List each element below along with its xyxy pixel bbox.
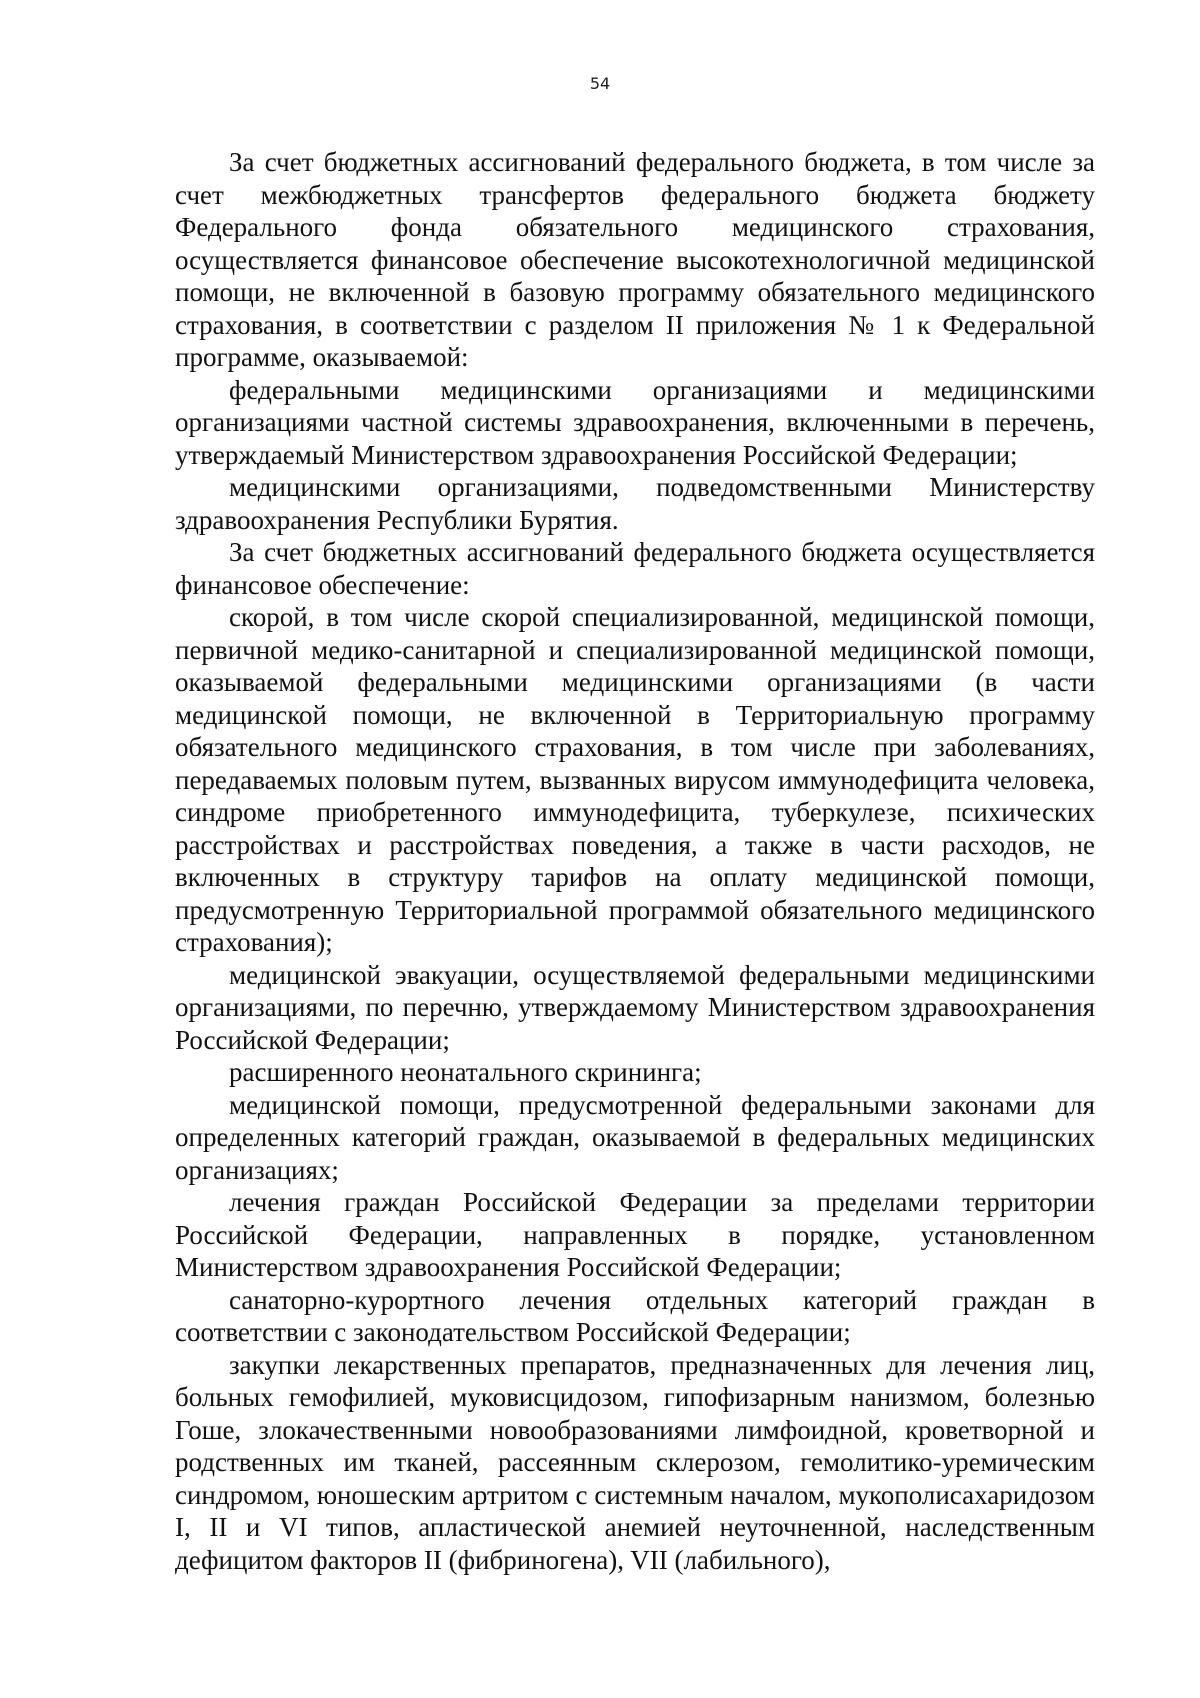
paragraph-federal-laws-care: медицинской помощи, предусмотренной федеральными законами для определенных категорий граждан, оказываемой в федеральных медицинских организациях; xyxy=(175,1089,1095,1185)
paragraph-buryatia-organizations: медицинскими организациями, подведомственными Министерству здравоохранения Республики Бурятия. xyxy=(175,472,1095,535)
paragraph-federal-organizations: федеральными медицинскими организациями и медицинскими организациями частной системы здравоохранения, включенными в перечень, утверждаемый Министерством здравоохранения Российской Федерации; xyxy=(175,374,1095,470)
document-body xyxy=(175,146,1095,1576)
paragraph-emergency-care: скорой, в том числе скорой специализированной, медицинской помощи, первичной медико-санитарной и специализированной медицинской помощи, оказываемой федеральными медицинскими организациями (в части медицинской помощи, не включенной в Территориальную программу обязательного медицинского страхования, в том числе при заболеваниях, передаваемых половым путем, вызванных вирусом иммунодефицита человека, синдроме приобретенного иммунодефицита, туберкулезе, психических расстройствах и расстройствах поведения, а также в части расходов, не включенных в структуру тарифов на оплату медицинской помощи, предусмотренную Территориальной программой обязательного медицинского страхования); xyxy=(175,602,1095,957)
paragraph-hmp-funding-intro: За счет бюджетных ассигнований федерального бюджета, в том числе за счет межбюджетных трансфертов федерального бюджета бюджету Федерального фонда обязательного медицинского страхования, осуществляется финансовое обеспечение высокотехнологичной медицинской помощи, не включенной в базовую программу обязательного медицинского страхования, в соответствии с разделом II приложения № 1 к Федеральной программе, оказываемой: xyxy=(175,147,1095,372)
paragraph-treatment-abroad: лечения граждан Российской Федерации за пределами территории Российской Федерации, направленных в порядке, установленном Министерством здравоохранения Российской Федерации; xyxy=(175,1187,1095,1282)
paragraph-sanatorium-treatment: санаторно-курортного лечения отдельных категорий граждан в соответствии с законодательством Российской Федерации; xyxy=(175,1284,1095,1347)
paragraph-federal-budget-intro: За счет бюджетных ассигнований федерального бюджета осуществляется финансовое обеспечение: xyxy=(175,537,1095,600)
paragraph-neonatal-screening: расширенного неонатального скрининга; xyxy=(229,1057,702,1087)
paragraph-drug-procurement: закупки лекарственных препаратов, предназначенных для лечения лиц, больных гемофилией, муковисцидозом, гипофизарным нанизмом, болезнью Гоше, злокачественными новообразованиями лимфоидной, кроветворной и родственных им тканей, рассеянным склерозом, гемолитико-уремическим синдромом, юношеским артритом с системным началом, мукополисахаридозом I, II и VI типов, апластической анемией неуточненной, наследственным дефицитом факторов II (фибриногена), VII (лабильного), xyxy=(175,1349,1095,1575)
paragraph-medical-evacuation: медицинской эвакуации, осуществляемой федеральными медицинскими организациями, по перечню, утверждаемому Министерством здравоохранения Российской Федерации; xyxy=(175,959,1095,1055)
page-number: 54 xyxy=(589,74,611,93)
